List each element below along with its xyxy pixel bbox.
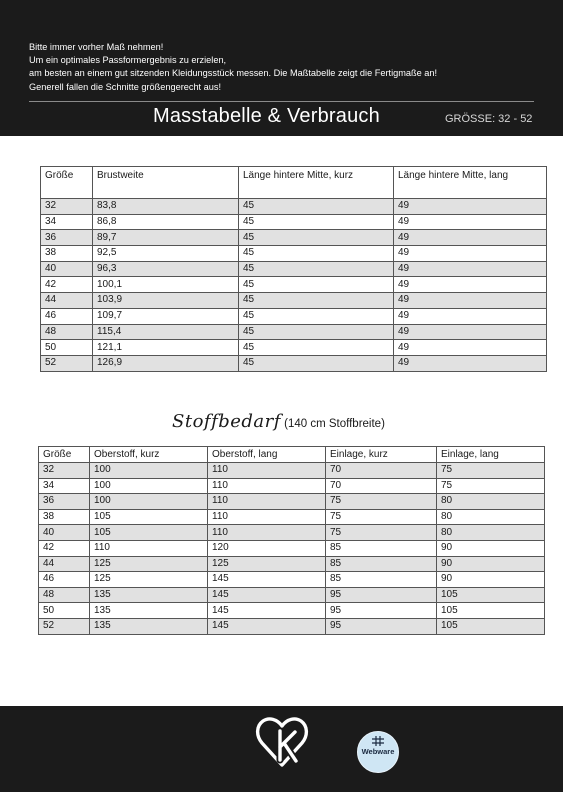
table-row [41, 293, 547, 309]
table-cell: 42 [39, 540, 90, 556]
table-cell: 125 [208, 556, 326, 572]
table-cell: 45 [239, 214, 394, 230]
table-cell: 80 [437, 509, 545, 525]
table-row [39, 556, 545, 572]
table-cell: 105 [90, 509, 208, 525]
table-cell: 32 [39, 463, 90, 479]
table-cell: 38 [39, 509, 90, 525]
table-row [39, 478, 545, 494]
table-cell: 49 [394, 293, 547, 309]
fabric-table [38, 446, 545, 635]
table-cell: 125 [90, 572, 208, 588]
table-cell: 110 [208, 525, 326, 541]
header-cell: Länge hintere Mitte, lang [394, 167, 547, 199]
table-row [41, 214, 547, 230]
table-cell: 45 [239, 246, 394, 262]
table-cell: 49 [394, 230, 547, 246]
table-cell: 86,8 [93, 214, 239, 230]
table-cell: 145 [208, 587, 326, 603]
table-cell: 46 [41, 308, 93, 324]
table-cell: 34 [39, 478, 90, 494]
table-cell: 121,1 [93, 340, 239, 356]
table-cell: 95 [326, 603, 437, 619]
table-row [41, 199, 547, 215]
table-cell: 90 [437, 572, 545, 588]
table-cell: 50 [39, 603, 90, 619]
table-cell: 52 [39, 618, 90, 634]
fabric-table-body [39, 447, 545, 635]
table-row [39, 540, 545, 556]
table-cell: 100 [90, 494, 208, 510]
table-cell: 45 [239, 324, 394, 340]
table-cell: 85 [326, 540, 437, 556]
measurement-table [40, 166, 547, 372]
table-cell: 75 [437, 478, 545, 494]
table-cell: 109,7 [93, 308, 239, 324]
table-cell: 92,5 [93, 246, 239, 262]
table-cell: 75 [437, 463, 545, 479]
header-cell: Länge hintere Mitte, kurz [239, 167, 394, 199]
table-cell: 135 [90, 587, 208, 603]
table-cell: 90 [437, 556, 545, 572]
table-cell: 145 [208, 618, 326, 634]
table-cell: 115,4 [93, 324, 239, 340]
table-cell: 45 [239, 277, 394, 293]
table-cell: 49 [394, 261, 547, 277]
table-cell: 110 [208, 494, 326, 510]
table-cell: 80 [437, 525, 545, 541]
table-cell: 103,9 [93, 293, 239, 309]
table-row [41, 277, 547, 293]
table-cell: 49 [394, 246, 547, 262]
table-cell: 45 [239, 230, 394, 246]
heart-k-logo-icon [254, 713, 310, 769]
table-cell: 46 [39, 572, 90, 588]
table-cell: 126,9 [93, 355, 239, 371]
table-row [39, 572, 545, 588]
fabric-title-script: Stoffbedarf [172, 411, 281, 432]
table-row [39, 494, 545, 510]
table-cell: 38 [41, 246, 93, 262]
table-cell: 135 [90, 603, 208, 619]
table-cell: 49 [394, 277, 547, 293]
size-range-label: GRÖSSE: 32 - 52 [445, 113, 533, 125]
table-row [41, 355, 547, 371]
table-cell: 32 [41, 199, 93, 215]
table-cell: 125 [90, 556, 208, 572]
table-cell: 45 [239, 199, 394, 215]
fabric-section-title [172, 410, 385, 436]
intro-text [29, 41, 529, 94]
table-cell: 44 [39, 556, 90, 572]
header-cell: Einlage, kurz [326, 447, 437, 463]
table-cell: 49 [394, 214, 547, 230]
table-cell: 110 [90, 540, 208, 556]
table-row [41, 308, 547, 324]
intro-line: Um ein optimales Passformergebnis zu erzielen, [29, 55, 227, 66]
table-cell: 48 [39, 587, 90, 603]
intro-line: am besten an einem gut sitzenden Kleidungsstück messen. Die Maßtabelle zeigt die Fertigmaße an! [29, 68, 438, 79]
table-cell: 75 [326, 525, 437, 541]
intro-line: Bitte immer vorher Maß nehmen! [29, 42, 164, 52]
table-cell: 105 [437, 603, 545, 619]
table-cell: 49 [394, 324, 547, 340]
table-row [39, 463, 545, 479]
table-cell: 70 [326, 463, 437, 479]
table-cell: 40 [41, 261, 93, 277]
table-cell: 85 [326, 572, 437, 588]
table-cell: 100 [90, 478, 208, 494]
table-cell: 89,7 [93, 230, 239, 246]
table-cell: 75 [326, 494, 437, 510]
table-row [39, 509, 545, 525]
table-row [39, 587, 545, 603]
table-cell: 45 [239, 293, 394, 309]
table-cell: 90 [437, 540, 545, 556]
measurement-table-body [41, 167, 547, 372]
table-cell: 52 [41, 355, 93, 371]
table-cell: 48 [41, 324, 93, 340]
header-cell: Einlage, lang [437, 447, 545, 463]
table-cell: 120 [208, 540, 326, 556]
fabric-title-note: (140 cm Stoffbreite) [284, 418, 385, 430]
table-cell: 95 [326, 587, 437, 603]
table-cell: 110 [208, 463, 326, 479]
table-cell: 36 [39, 494, 90, 510]
header-cell: Größe [41, 167, 93, 199]
table-cell: 45 [239, 261, 394, 277]
hash-grid-icon [372, 736, 384, 746]
table-cell: 100,1 [93, 277, 239, 293]
table-cell: 83,8 [93, 199, 239, 215]
table-cell: 49 [394, 199, 547, 215]
table-cell: 36 [41, 230, 93, 246]
table-cell: 105 [437, 618, 545, 634]
table-header-row [41, 167, 547, 199]
header-cell: Oberstoff, lang [208, 447, 326, 463]
table-cell: 50 [41, 340, 93, 356]
table-cell: 49 [394, 340, 547, 356]
table-cell: 145 [208, 572, 326, 588]
table-cell: 44 [41, 293, 93, 309]
table-cell: 110 [208, 478, 326, 494]
table-cell: 42 [41, 277, 93, 293]
table-row [41, 261, 547, 277]
table-cell: 40 [39, 525, 90, 541]
table-cell: 145 [208, 603, 326, 619]
table-cell: 45 [239, 340, 394, 356]
intro-line: Generell fallen die Schnitte größengerecht aus! [29, 81, 222, 92]
header-cell: Brustweite [93, 167, 239, 199]
table-cell: 96,3 [93, 261, 239, 277]
table-row [41, 230, 547, 246]
table-cell: 105 [437, 587, 545, 603]
table-row [41, 246, 547, 262]
table-cell: 105 [90, 525, 208, 541]
table-cell: 34 [41, 214, 93, 230]
table-cell: 100 [90, 463, 208, 479]
table-cell: 45 [239, 355, 394, 371]
table-header-row [39, 447, 545, 463]
table-cell: 80 [437, 494, 545, 510]
page-title: Masstabelle & Verbrauch [153, 105, 380, 127]
table-cell: 85 [326, 556, 437, 572]
table-cell: 45 [239, 308, 394, 324]
table-row [39, 603, 545, 619]
table-cell: 95 [326, 618, 437, 634]
badge-label: Webware [361, 747, 395, 756]
table-cell: 49 [394, 308, 547, 324]
table-row [41, 324, 547, 340]
table-cell: 75 [326, 509, 437, 525]
table-cell: 110 [208, 509, 326, 525]
table-row [41, 340, 547, 356]
header-cell: Größe [39, 447, 90, 463]
webware-badge [357, 731, 399, 773]
table-cell: 135 [90, 618, 208, 634]
table-row [39, 618, 545, 634]
header-cell: Oberstoff, kurz [90, 447, 208, 463]
table-row [39, 525, 545, 541]
table-cell: 70 [326, 478, 437, 494]
table-cell: 49 [394, 355, 547, 371]
